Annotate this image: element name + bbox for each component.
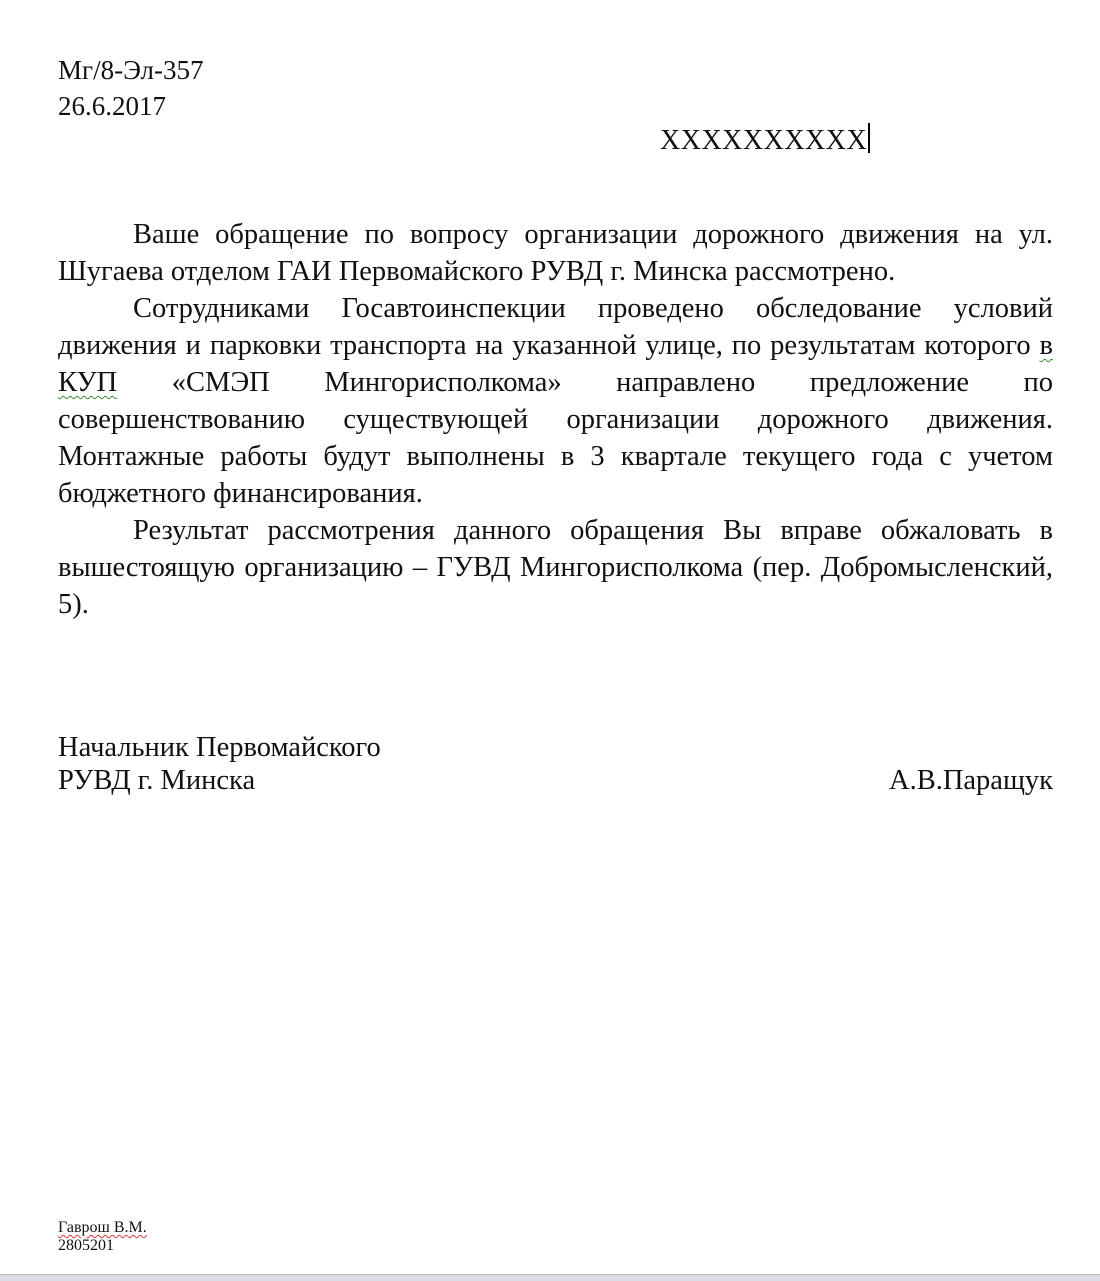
signer-title-line2: РУВД г. Минска [58,765,256,796]
paragraph-2 [58,290,1053,512]
text-cursor [868,123,870,153]
paragraph-1: Ваше обращение по вопросу организации дорожного движения на ул. Шугаева отделом ГАИ Первомайского РУВД г. Минска рассмотрено. [58,219,1053,287]
signer-name: А.В.Паращук [888,765,1053,796]
signature-line [58,764,1053,797]
addressee-text: XXXXXXXXXX [660,125,868,156]
paragraph-2-end: «СМЭП Мингорисполкома» направлено предложение по совершенствованию существующей организации дорожного движения. Монтажные работы будут выполнены в 3 квартале текущего года с учетом бюджетного финансирования. [58,367,1053,509]
reference-block [58,52,204,124]
signature-block [58,731,1053,797]
document-date: 26.6.2017 [58,91,166,121]
executor-name: Гаврош В.М. [58,1219,147,1236]
executor-phone: 2805201 [58,1237,114,1254]
signer-title-line1: Начальник Первомайского [58,732,381,763]
letter-body[interactable] [58,216,1053,623]
grammar-marked-text: в КУП [58,330,1053,398]
addressee[interactable] [660,123,870,159]
executor-note [58,1219,147,1255]
reference-number: Мг/8-Эл-357 [58,55,204,85]
paragraph-3: Результат рассмотрения данного обращения Вы вправе обжаловать в вышестоящую организацию – ГУВД Мингорисполкома (пер. Добромысленский, 5). [58,515,1053,620]
paragraph-2-start: Сотрудниками Госавтоинспекции проведено обследование условий движения и парковки транспорта на указанной улице, по результатам которого [58,293,1053,361]
